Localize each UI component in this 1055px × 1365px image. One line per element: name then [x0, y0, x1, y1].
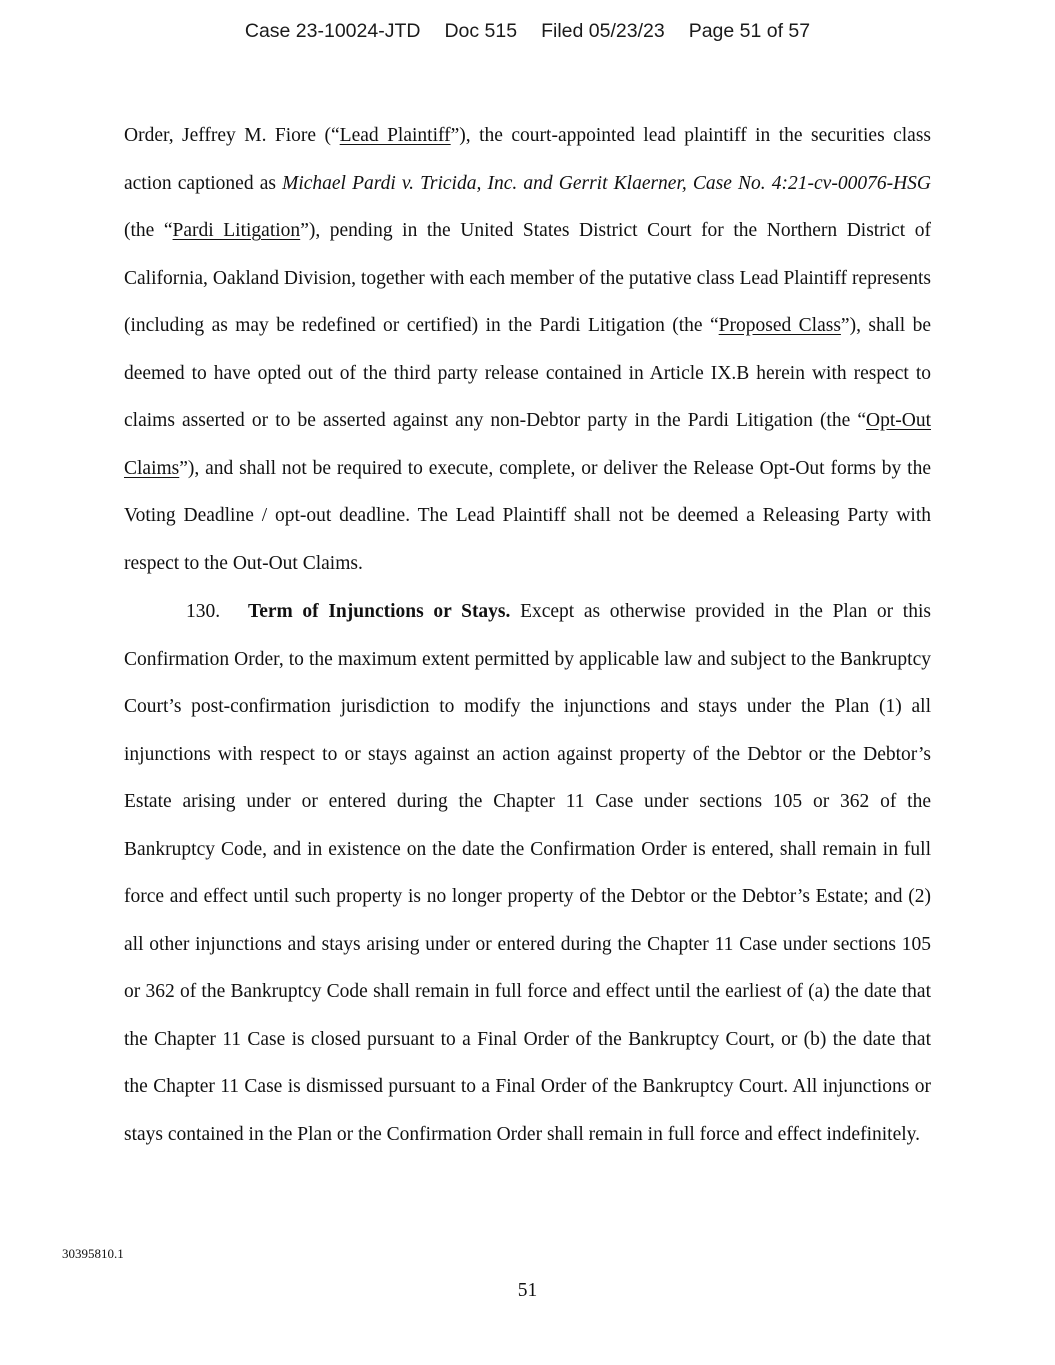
defined-term-proposed-class: Proposed Class: [718, 315, 841, 336]
filed-date: Filed 05/23/23: [541, 20, 665, 42]
case-number: Case 23-10024-JTD: [244, 20, 421, 42]
case-caption: Michael Pardi v. Tricida, Inc. and Gerrit Klaerner, Case No. 4:21-cv-00076-HSG: [282, 172, 931, 194]
paragraph-heading: Term of Injunctions or Stays.: [248, 601, 511, 622]
paragraph-number: 130.: [186, 601, 221, 622]
defined-term-opt-out-claims: Opt-Out Claims: [124, 410, 931, 479]
page-number: 51: [517, 1280, 538, 1301]
page-of-total: Page 51 of 57: [688, 20, 811, 42]
paragraph-text: Except as otherwise provided in the Plan or this Confirmation Order, to the maximum extent permitted by applicable law and subject to the Bankruptcy Court’s post-confirmation jurisdiction to modify the injunctions and stays under the Plan (1) all injunctions with respect to or stays against an action against property of the Debtor or the Debtor’s Estate arising under or entered during the Chapter 11 Case under sections 105 or 362 of the Bankruptcy Code, and in existence on the date the Confirmation Order is entered, shall remain in full force and effect until such property is no longer property of the Debtor or the Debtor’s Estate; and (2) all other injunctions and stays arising under or entered during the Chapter 11 Case under sections 105 or 362 of the Bankruptcy Code shall remain in full force and effect until the earliest of (a) the date that the Chapter 11 Case is closed pursuant to a Final Order of the Bankruptcy Court, or (b) the date that the Chapter 11 Case is dismissed pursuant to a Final Order of the Bankruptcy Court. All injunctions or stays contained in the Plan or the Confirmation Order shall remain in full force and effect indefinitely.: [124, 601, 931, 1145]
doc-number: Doc 515: [444, 20, 518, 42]
text-run: ”), and shall not be required to execute, complete, or deliver the Release Opt-Out forms by the Voting Deadline / opt-out deadline. The Lead Plaintiff shall not be deemed a Releasing Party with respect to the Out-Out Claims.: [124, 457, 931, 574]
text-run: Order, Jeffrey M. Fiore (“: [124, 125, 340, 146]
defined-term-pardi-litigation: Pardi Litigation: [172, 220, 301, 241]
defined-term-lead-plaintiff: Lead Plaintiff: [339, 125, 451, 146]
text-run: ”), pending in the United States District Court for the Northern District of California, Oakland Division, together with each member of the putative class Lead Plaintiff represents (including as may be redefined or certified) in the Pardi Litigation (the “: [124, 220, 931, 336]
document-id: 30395810.1: [62, 1246, 124, 1261]
court-filing-header: [0, 20, 1055, 43]
paragraph-lead-plaintiff-opt-out: [124, 112, 931, 587]
text-run: ”), shall be deemed to have opted out of the third party release contained in Article IX.B herein with respect to claims asserted or to be asserted against any non-Debtor party in the Pardi Litigation (the “: [124, 315, 932, 431]
text-run: ”), the court-appointed lead plaintiff in the securities class action captioned as: [124, 125, 932, 194]
paragraph-130-term-of-injunctions: [124, 588, 931, 1158]
text-run: (the “: [124, 220, 173, 241]
